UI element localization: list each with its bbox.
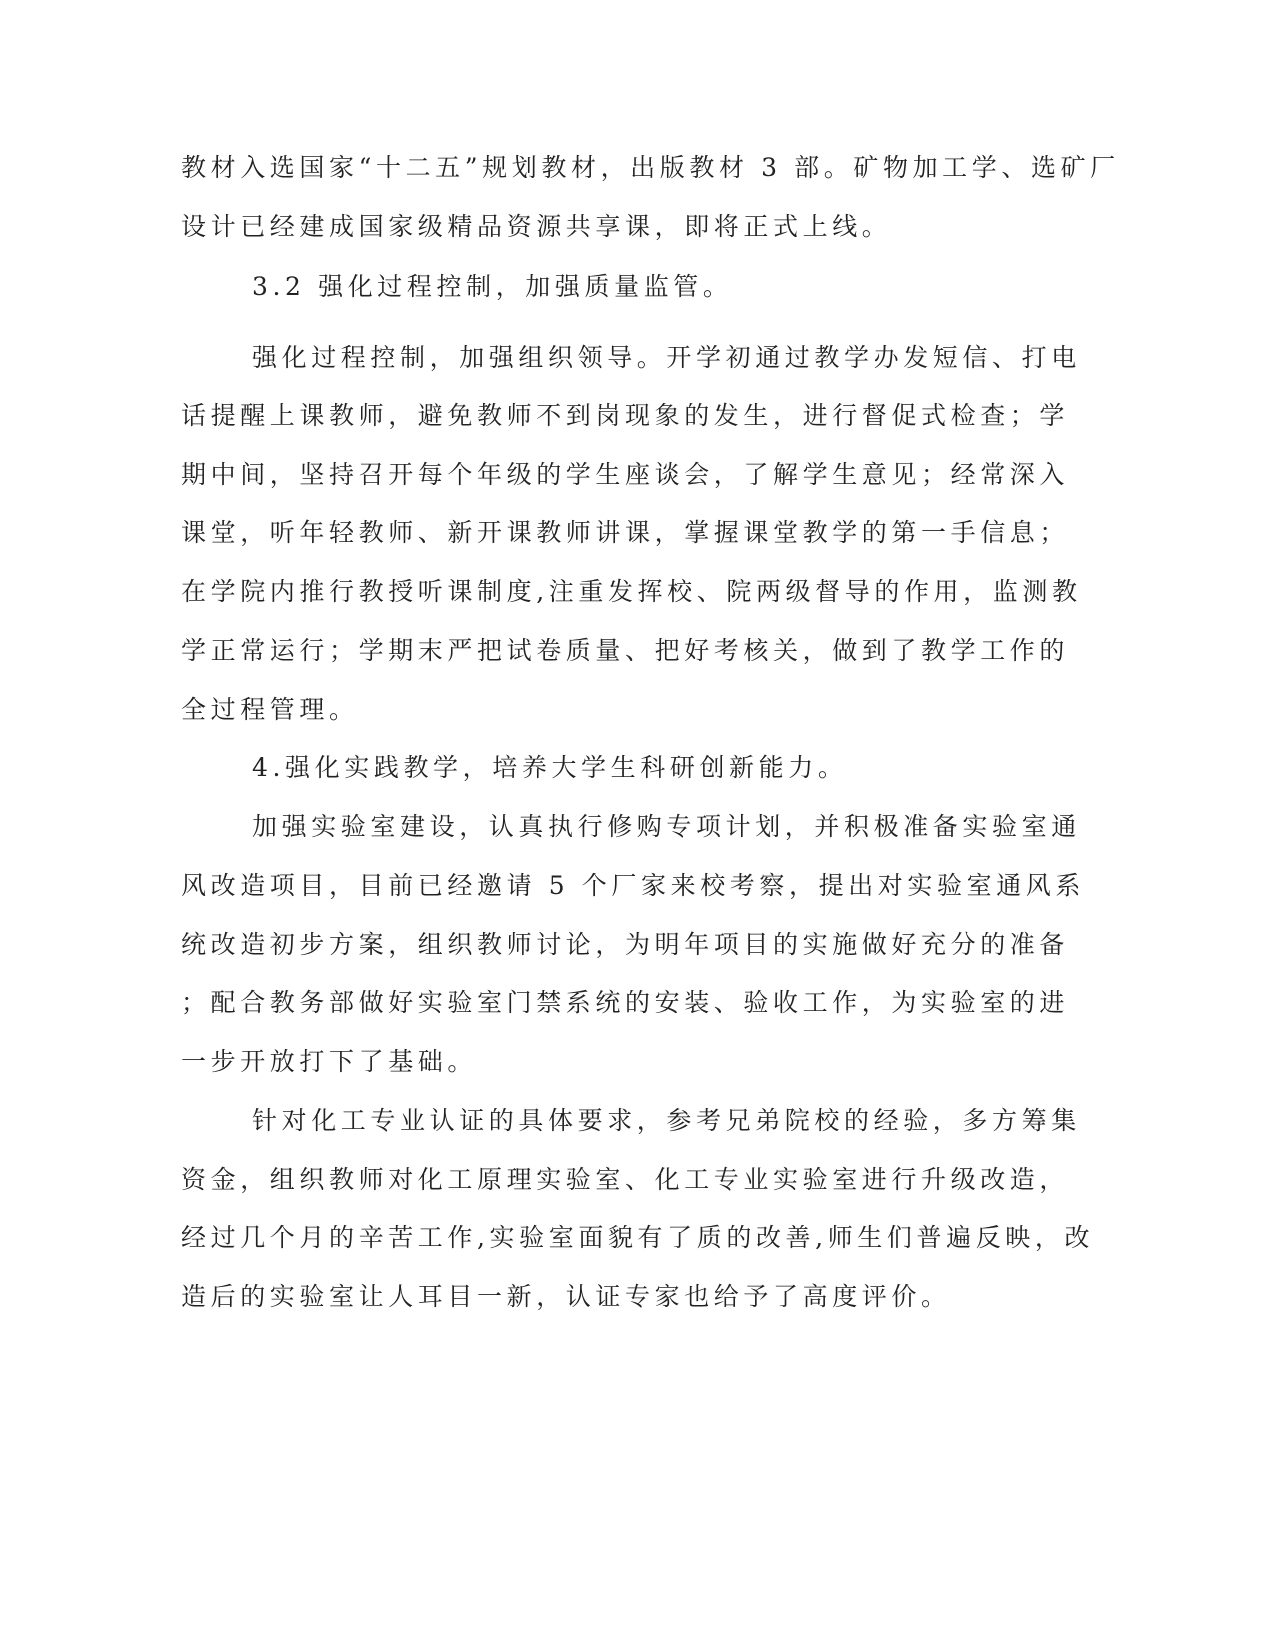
text-line: 话提醒上课教师，避免教师不到岗现象的发生，进行督促式检查；学 [181, 401, 1070, 430]
section-heading: 4.强化实践教学，培养大学生科研创新能力。 [252, 753, 848, 782]
text-line: 学正常运行；学期末严把试卷质量、把好考核关，做到了教学工作的 [181, 636, 1070, 665]
text-line: 教材入选国家“十二五”规划教材，出版教材 3 部。矿物加工学、选矿厂 [181, 153, 1120, 182]
text-line: 经过几个月的辛苦工作,实验室面貌有了质的改善,师生们普遍反映，改 [181, 1223, 1095, 1252]
text-line: 期中间，坚持召开每个年级的学生座谈会，了解学生意见；经常深入 [181, 460, 1070, 489]
text-line: 课堂，听年轻教师、新开课教师讲课，掌握课堂教学的第一手信息； [181, 518, 1070, 547]
section-heading: 3.2 强化过程控制，加强质量监管。 [252, 272, 733, 301]
text-line: 全过程管理。 [181, 695, 359, 724]
text-line: 统改造初步方案，组织教师讨论，为明年项目的实施做好充分的准备 [181, 930, 1070, 959]
text-line: 强化过程控制，加强组织领导。开学初通过教学办发短信、打电 [252, 343, 1081, 372]
text-line: 风改造项目，目前已经邀请 5 个厂家来校考察，提出对实验室通风系 [181, 871, 1086, 900]
text-line: 资金，组织教师对化工原理实验室、化工专业实验室进行升级改造， [181, 1165, 1070, 1194]
text-line: 一步开放打下了基础。 [181, 1047, 478, 1076]
text-line: 加强实验室建设，认真执行修购专项计划，并积极准备实验室通 [252, 812, 1081, 841]
text-line: 针对化工专业认证的具体要求，参考兄弟院校的经验，多方筹集 [252, 1106, 1081, 1135]
text-line: ；配合教务部做好实验室门禁系统的安装、验收工作，为实验室的进 [181, 988, 1070, 1017]
text-line: 设计已经建成国家级精品资源共享课，即将正式上线。 [181, 212, 892, 241]
text-line: 在学院内推行教授听课制度,注重发挥校、院两级督导的作用，监测教 [181, 577, 1082, 606]
text-line: 造后的实验室让人耳目一新，认证专家也给予了高度评价。 [181, 1282, 951, 1311]
